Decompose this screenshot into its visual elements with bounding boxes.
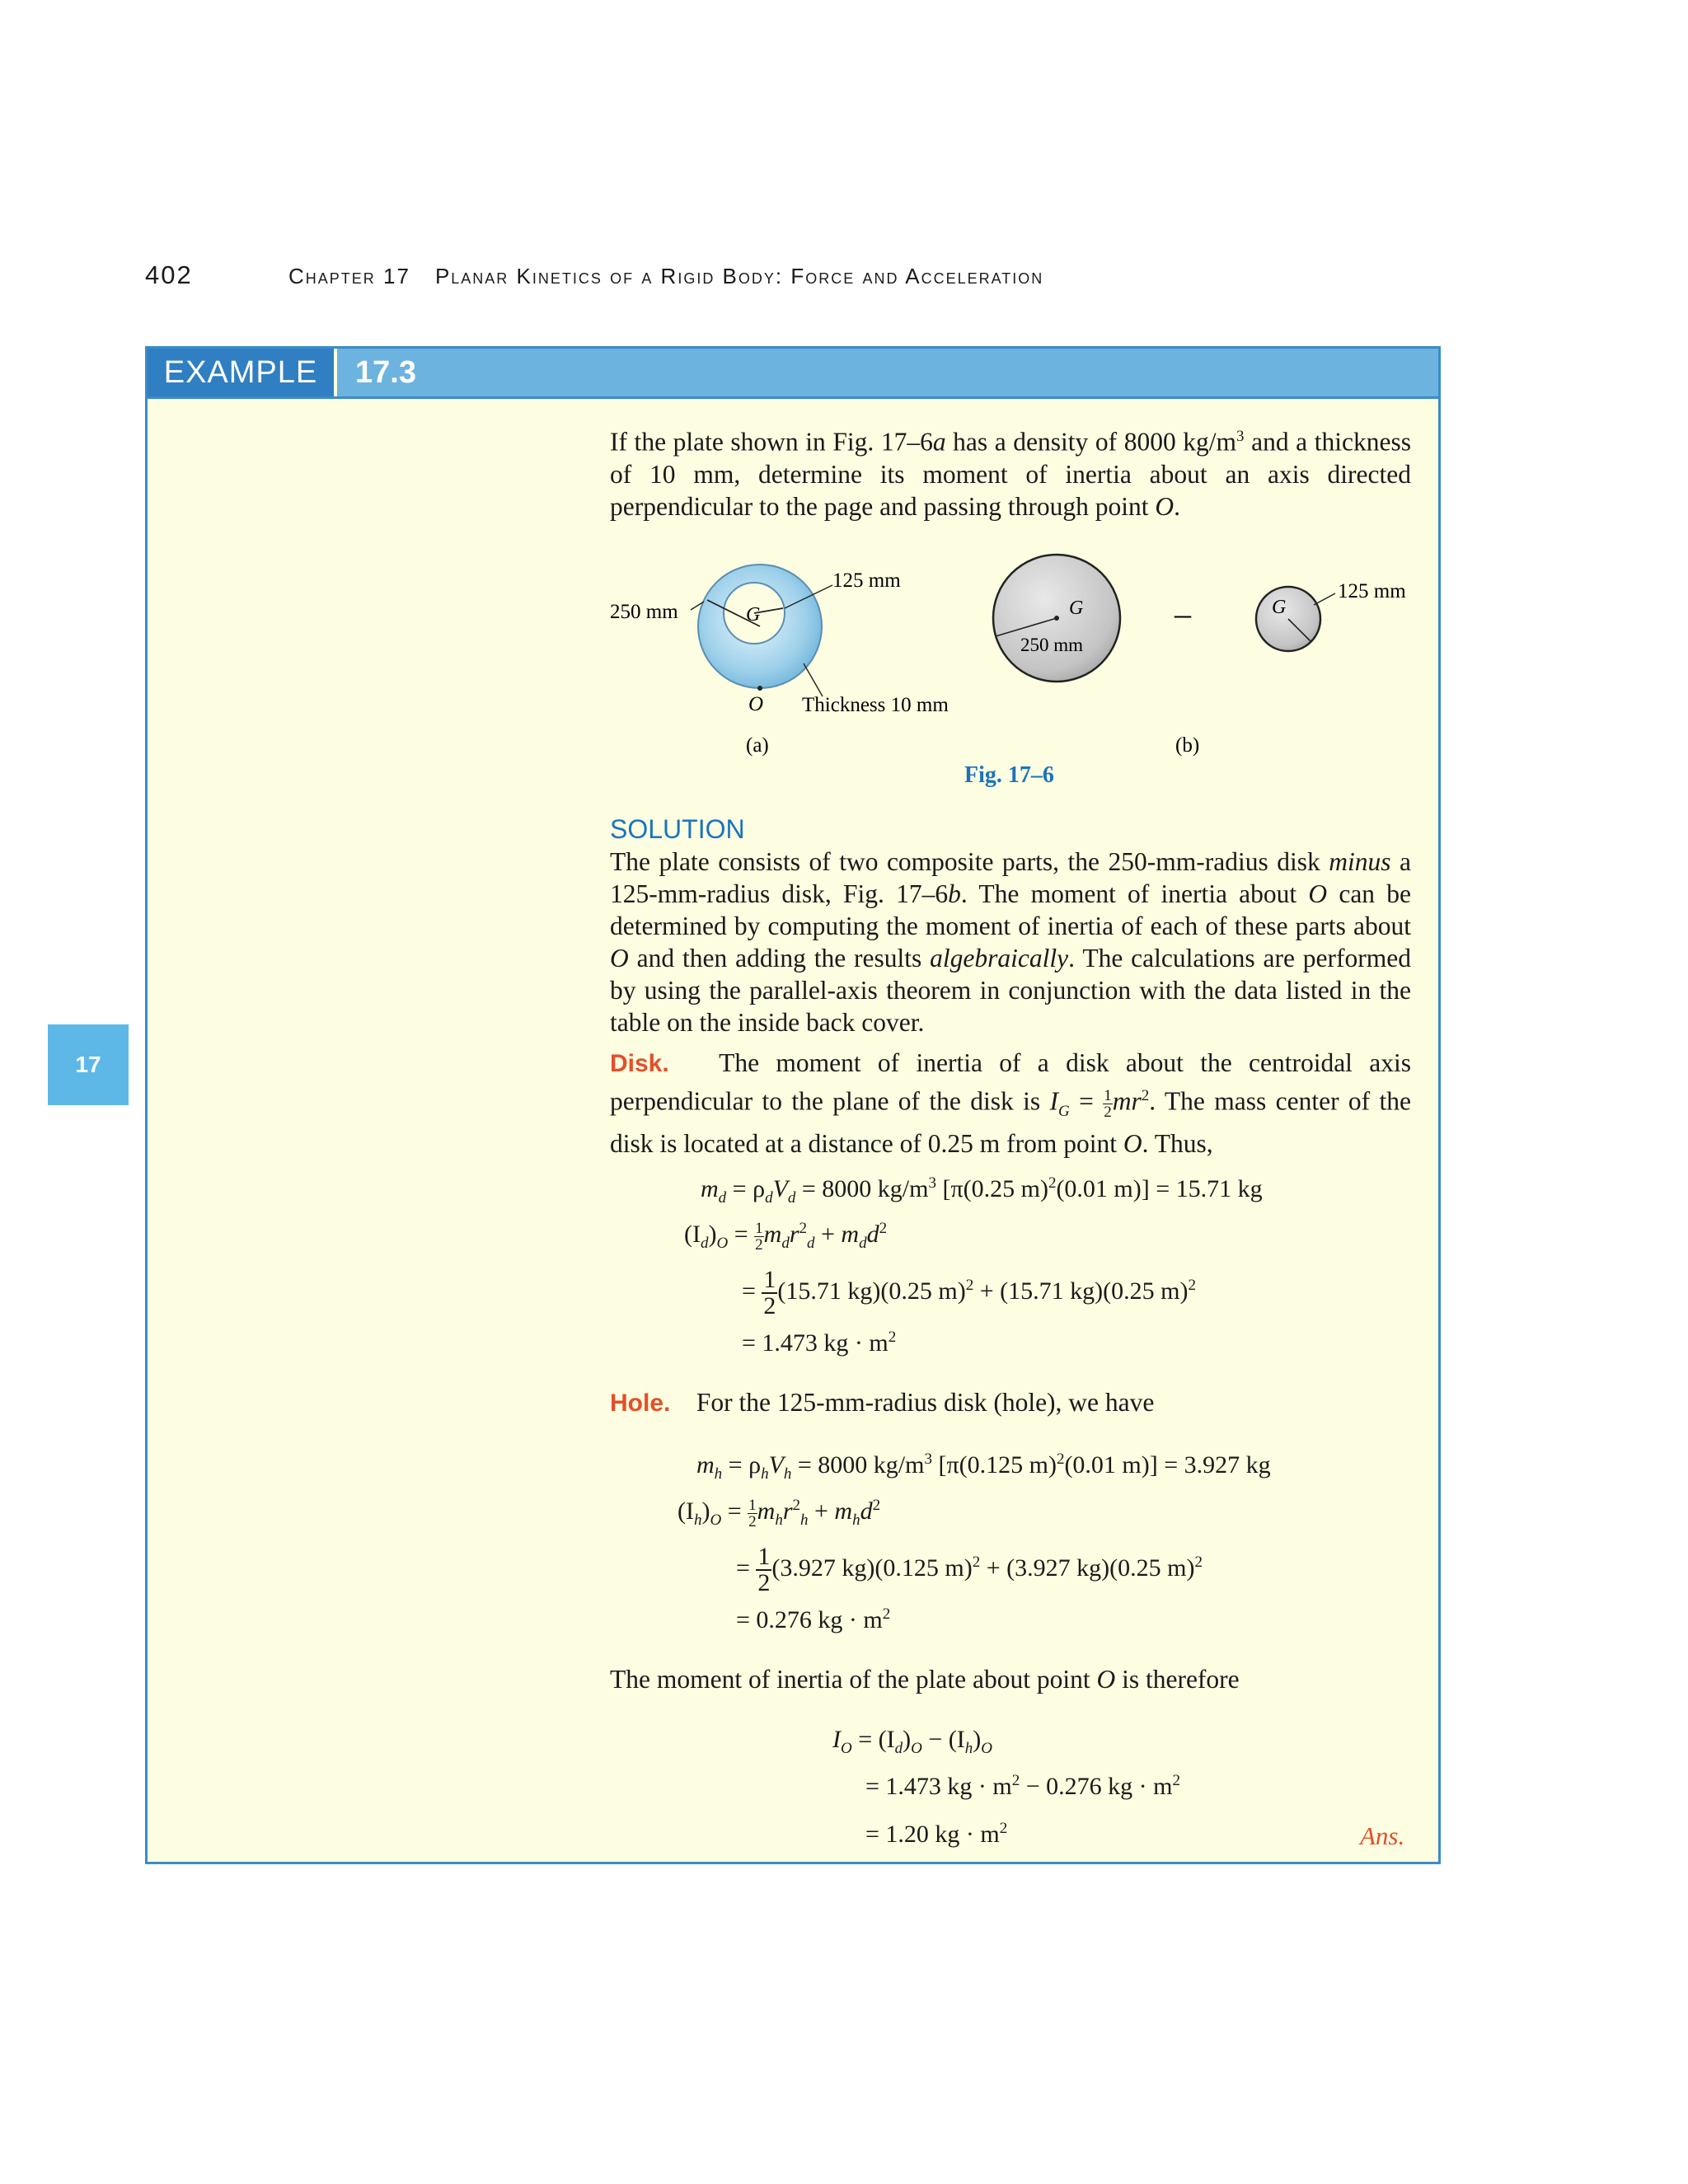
large-disk [993, 555, 1120, 682]
disk-heading: Disk. [610, 1050, 669, 1077]
figure-caption: Fig. 17–6 [964, 762, 1054, 788]
label-G-c: G [1272, 597, 1287, 618]
disk-eq-substituted: = $\frac{1}{2}$ (15.71 kg)(0.25 m)$^2$ + (15.71 kg)(0.25 m)$^2$ [742, 1266, 1196, 1319]
hole-eq-mass: $m_h = \rho_hV_h = 8000$ $kg/m^3$ [π(0.125 m)$^2$(0.01 m)] = 3.927 kg [696, 1451, 1271, 1483]
problem-statement: If the plate shown in Fig. 17–6a has a density of 8000 $kg/m^3$ and a thickness of 10 mm, determine its moment of inertia about an axis directed perpendicular to the page and passing through point O. [610, 427, 1411, 521]
label-b: (b) [1175, 734, 1200, 757]
page-number: 402 [145, 260, 193, 289]
hole-eq-substituted: = $\frac{1}{2}$ (3.927 kg)(0.125 m)$^2$ + (3.927 kg)(0.25 m)$^2$ [736, 1543, 1203, 1596]
chapter-label: Chapter 17 [288, 264, 410, 288]
hole-eq-result: = 0.276 kg · $m^2$ [736, 1605, 891, 1633]
final-eq-2: = 1.473 kg · $m^2 - 0.276$ kg · $m^2$ [865, 1772, 1180, 1800]
final-text: The moment of inertia of the plate about point O is therefore [610, 1665, 1240, 1694]
disk-eq-result: = 1.473 kg · $m^2$ [742, 1329, 897, 1357]
disk-text: Disk. The moment of inertia of a disk about the centroidal axis perpendicular to the plane of the disk is $I_G$ = $\frac{1}{2}$ $mr^2$. The mass center of the disk is located at a distance of 0.25 m from point O. Thus, [610, 1048, 1412, 1158]
solution-heading: SOLUTION [610, 814, 745, 844]
hole-eq-inertia: $(I_h)_O$ = $\frac{1}{2}$ $m_hr^2_h + m_hd^2$ [678, 1496, 881, 1530]
label-G-b: G [1069, 598, 1084, 619]
disk-eq-mass: $m_d = \rho_dV_d = 8000$ $kg/m^3$ [π(0.25 m)$^2$(0.01 m)] = 15.71 kg [701, 1174, 1263, 1207]
chapter-title: Planar Kinetics of a Rigid Body: Force and Acceleration [434, 264, 1044, 288]
example-header-bar [148, 349, 1438, 399]
label-O: O [748, 693, 764, 715]
minus-sign: – [1175, 595, 1191, 632]
label-125mm-b: 125 mm [1338, 580, 1406, 602]
final-eq-1: $I_O = (I_d)_O - (I_h)_O$ [832, 1726, 993, 1757]
label-a: (a) [746, 734, 769, 757]
figure-17-6 [602, 544, 1426, 766]
label-250mm-b: 250 mm [1020, 635, 1084, 655]
label-G-a: G [746, 604, 761, 626]
solution-text: The plate consists of two composite parts, the 250-mm-radius disk minus a 125-mm-radius disk, Fig. 17–6b. The moment of inertia about O can be determined by computing the moment of inertia of each of these parts about O and then adding the results algebraically. The calculations are performed by using the parallel-axis theorem in conjunction with the data listed in the table on the inside back cover. [610, 847, 1411, 1037]
hole-heading: Hole. [610, 1390, 671, 1417]
example-label: EXAMPLE [148, 349, 337, 396]
chapter-side-tab: 17 [48, 1024, 129, 1105]
example-number: 17.3 [355, 355, 416, 390]
final-eq-result: = 1.20 kg · $m^2$ [865, 1820, 1008, 1848]
answer-label: Ans. [1360, 1821, 1405, 1850]
annular-plate [691, 565, 832, 696]
label-125mm-a: 125 mm [832, 569, 901, 592]
running-header [288, 264, 1043, 289]
small-disk [1256, 587, 1335, 651]
hole-text: Hole. For the 125-mm-radius disk (hole), we have [610, 1388, 1155, 1417]
label-250mm-a: 250 mm [610, 601, 678, 623]
disk-eq-inertia: $(I_d)_O$ = $\frac{1}{2}$ $m_dr^2_d + m_dd^2$ [684, 1219, 888, 1254]
label-thickness: Thickness 10 mm [802, 694, 949, 716]
